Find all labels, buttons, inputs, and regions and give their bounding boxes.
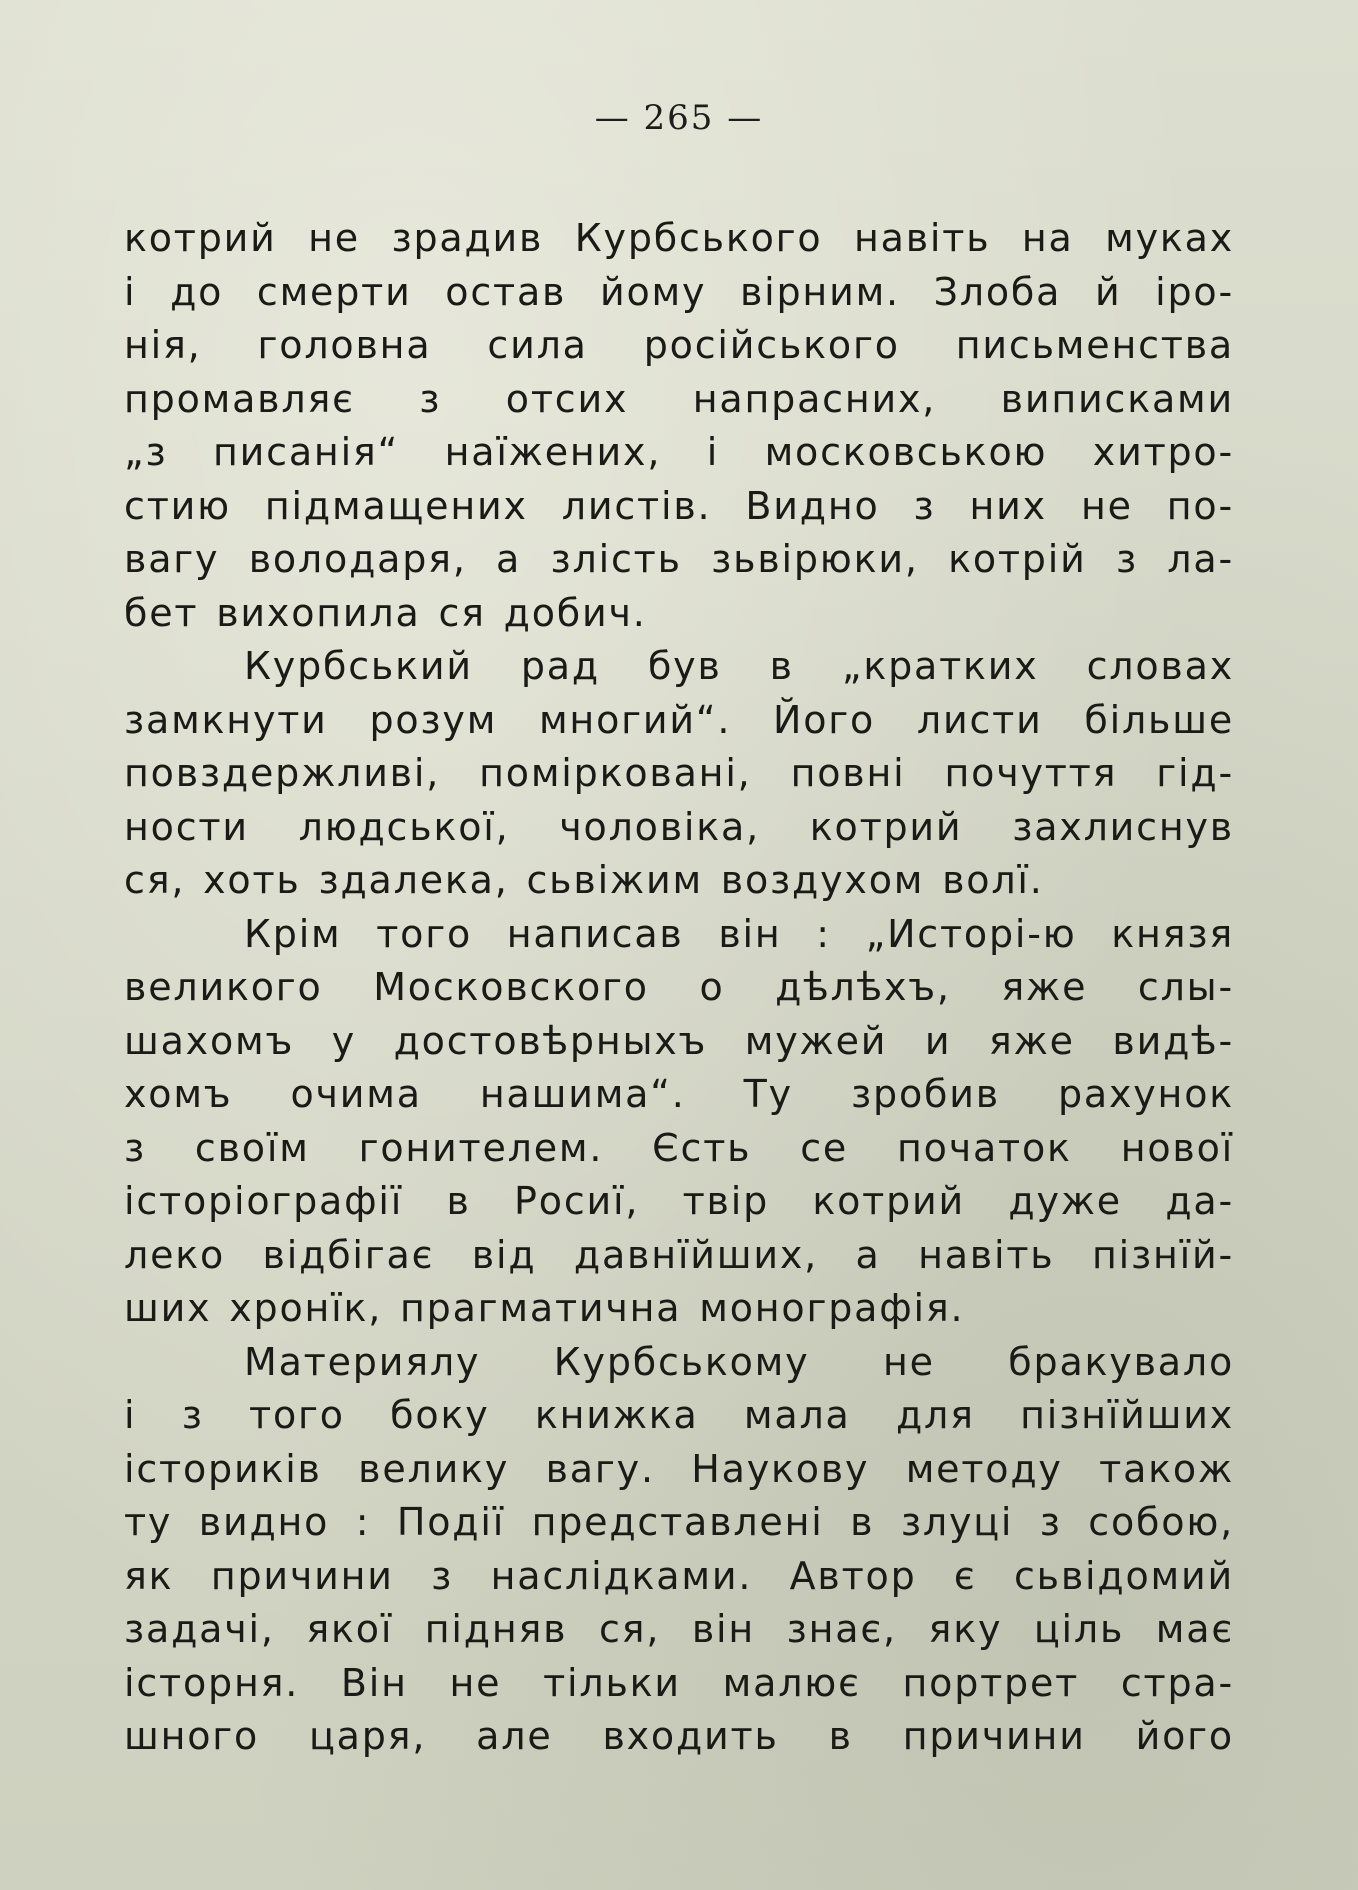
text-line: повздержливі, помірковані, повні почуття гід- [124, 751, 1234, 795]
text-line: стию підмащених листів. Видно з них не по- [124, 483, 1234, 528]
text-line: замкнути розум многий“. Його листи більше [124, 697, 1234, 742]
text-line: Материялу Курбському не бракувало [244, 1339, 1234, 1384]
text-line: „з писанія“ наїжених, і московською хитро- [124, 430, 1234, 474]
text-line: котрий не зрадив Курбського навіть на муках [124, 216, 1234, 260]
text-line: великого Московского о дѣлѣхъ, яже слы- [124, 965, 1234, 1009]
text-line: як причини з наслідками. Автор є сьвідомий [124, 1553, 1234, 1598]
text-line: ся, хоть здалека, сьвіжим воздухом волї. [124, 858, 1044, 902]
text-line: леко відбігає від давнїйших, а навіть пізнїй- [124, 1232, 1234, 1277]
text-line: ности людської, чоловіка, котрий захлиснув [124, 804, 1234, 849]
text-line: Крім того написав він : „Исторі-ю князя [244, 911, 1234, 956]
text-line: і до смерти остав йому вірним. Злоба й іро- [124, 269, 1234, 314]
text-line: бет вихопила ся добич. [124, 590, 647, 635]
page-number-header: — 265 — [594, 98, 764, 138]
text-line: з своїм гонителем. Єсть се початок нової [124, 1125, 1234, 1170]
text-line: Курбський рад був в „кратких словах [244, 644, 1234, 688]
body-text [124, 212, 1234, 1764]
text-line: ших хронїк, прагматична монографія. [124, 1286, 965, 1330]
text-line: історіографії в Росиї, твір котрий дуже да- [124, 1179, 1234, 1223]
text-line: шного царя, але входить в причини його [124, 1714, 1234, 1758]
text-line: істориків велику вагу. Наукову методу також [124, 1446, 1234, 1491]
text-line: нія, головна сила російського письменства [124, 323, 1234, 367]
text-line: і з того боку книжка мала для пізнїйших [124, 1393, 1234, 1437]
text-line: промавляє з отсих напрасних, виписками [124, 376, 1234, 421]
text-line: історня. Він не тільки малює портрет стра- [124, 1660, 1234, 1705]
text-line: ту видно : Події представлені в злуці з собою, [124, 1500, 1234, 1544]
text-line: хомъ очима нашима“. Ту зробив рахунок [124, 1072, 1234, 1116]
text-line: вагу володаря, а злість зьвірюки, котрій з ла- [124, 537, 1234, 581]
text-line: задачі, якої підняв ся, він знає, яку ціль має [124, 1607, 1234, 1651]
text-line: шахомъ у достовѣрныхъ мужей и яже видѣ- [124, 1018, 1234, 1063]
